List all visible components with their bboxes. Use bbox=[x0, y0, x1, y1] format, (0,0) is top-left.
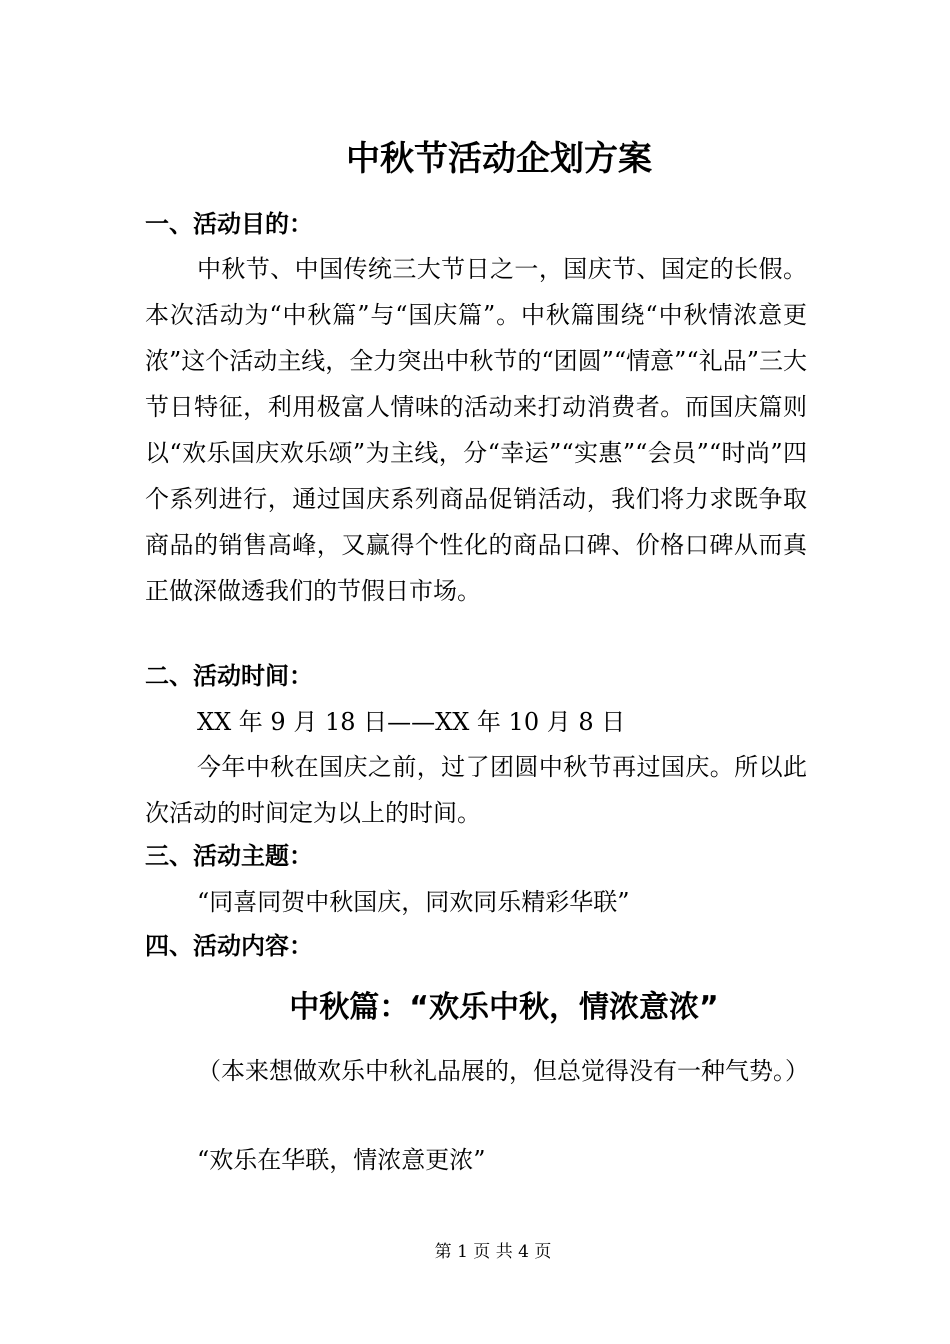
document-title: 中秋节活动企划方案 bbox=[346, 139, 652, 179]
section-heading-theme: 三、活动主题： bbox=[145, 842, 313, 870]
purpose-paragraph: 中秋节、中国传统三大节日之一，国庆节、国定的长假。本次活动为“中秋篇”与“国庆篇”。中秋篇围绕“中秋情浓意更浓”这个活动主线，全力突出中秋节的“团圆”“情意”“礼品”三大节日特征，利用极富人情味的活动来打动消费者。而国庆篇则以“欢乐国庆欢乐颂”为主线，分“幸运”“实惠”“会员”“时尚”四个系列进行，通过国庆系列商品促销活动，我们将力求既争取商品的销售高峰，又赢得个性化的商品口碑、价格口碑从而真正做深做透我们的节假日市场。 bbox=[145, 255, 807, 605]
activity-dates: XX 年 9 月 18 日——XX 年 10 月 8 日 bbox=[197, 708, 626, 736]
time-paragraph: 今年中秋在国庆之前，过了团圆中秋节再过国庆。所以此次活动的时间定为以上的时间。 bbox=[145, 753, 807, 827]
content-note: （本来想做欢乐中秋礼品展的，但总觉得没有一种气势。） bbox=[197, 1057, 809, 1085]
activity-theme: “同喜同贺中秋国庆，同欢同乐精彩华联” bbox=[197, 888, 630, 916]
section-heading-content: 四、活动内容： bbox=[145, 932, 313, 960]
page-footer: 第 1 页 共 4 页 bbox=[434, 1242, 552, 1262]
section-heading-time: 二、活动时间： bbox=[145, 662, 313, 690]
mid-autumn-subtitle: 中秋篇：“欢乐中秋，情浓意浓” bbox=[289, 990, 719, 1025]
section-heading-purpose: 一、活动目的： bbox=[145, 210, 313, 238]
content-slogan: “欢乐在华联，情浓意更浓” bbox=[197, 1146, 486, 1174]
